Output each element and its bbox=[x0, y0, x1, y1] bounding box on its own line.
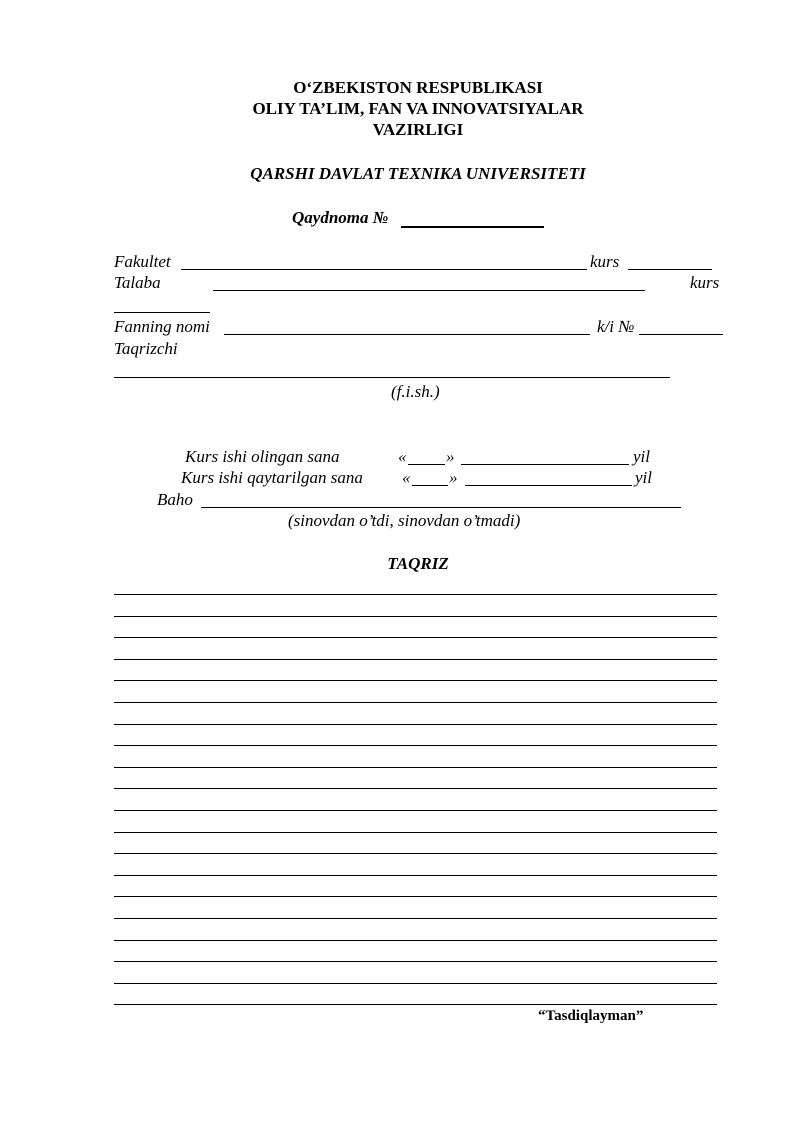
review-writing-line[interactable] bbox=[114, 745, 717, 746]
review-writing-line[interactable] bbox=[114, 680, 717, 681]
grade-field[interactable] bbox=[201, 507, 681, 508]
record-label: Qaydnoma № bbox=[292, 208, 389, 227]
returned-year-label: yil bbox=[635, 468, 652, 487]
review-writing-line[interactable] bbox=[114, 767, 717, 768]
fakultet-field[interactable] bbox=[181, 269, 587, 270]
review-writing-line[interactable] bbox=[114, 853, 717, 854]
ki-number-field[interactable] bbox=[639, 334, 723, 335]
kurs-field[interactable] bbox=[628, 269, 712, 270]
taqrizchi-label: Taqrizchi bbox=[114, 339, 178, 358]
talaba-kurs-label: kurs bbox=[690, 273, 720, 292]
review-writing-line[interactable] bbox=[114, 1004, 717, 1005]
university-name: QARSHI DAVLAT TEXNIKA UNIVERSITETI bbox=[250, 164, 586, 183]
review-writing-line[interactable] bbox=[114, 594, 717, 595]
review-writing-line[interactable] bbox=[114, 616, 717, 617]
kurs-label: kurs bbox=[590, 252, 620, 271]
received-year-label: yil bbox=[633, 447, 650, 466]
review-writing-line[interactable] bbox=[114, 702, 717, 703]
taqrizchi-field[interactable] bbox=[114, 377, 670, 378]
talaba-kurs-field[interactable] bbox=[114, 312, 210, 313]
review-writing-line[interactable] bbox=[114, 637, 717, 638]
received-date-label: Kurs ishi olingan sana bbox=[185, 447, 340, 466]
returned-date-label: Kurs ishi qaytarilgan sana bbox=[181, 468, 363, 487]
grade-hint: (sinovdan o’tdi, sinovdan o’tmadi) bbox=[288, 511, 521, 530]
approval-label: “Tasdiqlayman” bbox=[538, 1008, 644, 1024]
ministry-line-1: O‘ZBEKISTON RESPUBLIKASI bbox=[293, 78, 543, 97]
talaba-label: Talaba bbox=[114, 273, 161, 292]
review-writing-line[interactable] bbox=[114, 961, 717, 962]
talaba-field[interactable] bbox=[213, 290, 645, 291]
fan-nomi-field[interactable] bbox=[224, 334, 590, 335]
review-writing-line[interactable] bbox=[114, 810, 717, 811]
fakultet-label: Fakultet bbox=[114, 252, 171, 271]
review-writing-line[interactable] bbox=[114, 659, 717, 660]
received-day-field[interactable] bbox=[408, 464, 445, 465]
received-open-quote: « bbox=[398, 447, 407, 466]
review-title: TAQRIZ bbox=[387, 554, 449, 573]
ministry-line-3: VAZIRLIGI bbox=[372, 120, 464, 139]
record-number-field[interactable] bbox=[401, 226, 544, 228]
review-writing-line[interactable] bbox=[114, 918, 717, 919]
returned-close-quote: » bbox=[449, 468, 458, 487]
received-close-quote: » bbox=[446, 447, 455, 466]
review-writing-line[interactable] bbox=[114, 788, 717, 789]
returned-month-field[interactable] bbox=[465, 485, 632, 486]
review-writing-line[interactable] bbox=[114, 832, 717, 833]
returned-open-quote: « bbox=[402, 468, 411, 487]
ministry-line-2: OLIY TA’LIM, FAN VA INNOVATSIYALAR bbox=[252, 99, 584, 118]
review-writing-line[interactable] bbox=[114, 940, 717, 941]
review-writing-line[interactable] bbox=[114, 875, 717, 876]
ki-number-label: k/i № bbox=[597, 317, 635, 336]
grade-label: Baho bbox=[157, 490, 193, 509]
review-writing-line[interactable] bbox=[114, 724, 717, 725]
fish-hint: (f.i.sh.) bbox=[391, 382, 440, 401]
fan-nomi-label: Fanning nomi bbox=[114, 317, 210, 336]
review-writing-line[interactable] bbox=[114, 983, 717, 984]
review-writing-line[interactable] bbox=[114, 896, 717, 897]
received-month-field[interactable] bbox=[461, 464, 629, 465]
returned-day-field[interactable] bbox=[412, 485, 448, 486]
